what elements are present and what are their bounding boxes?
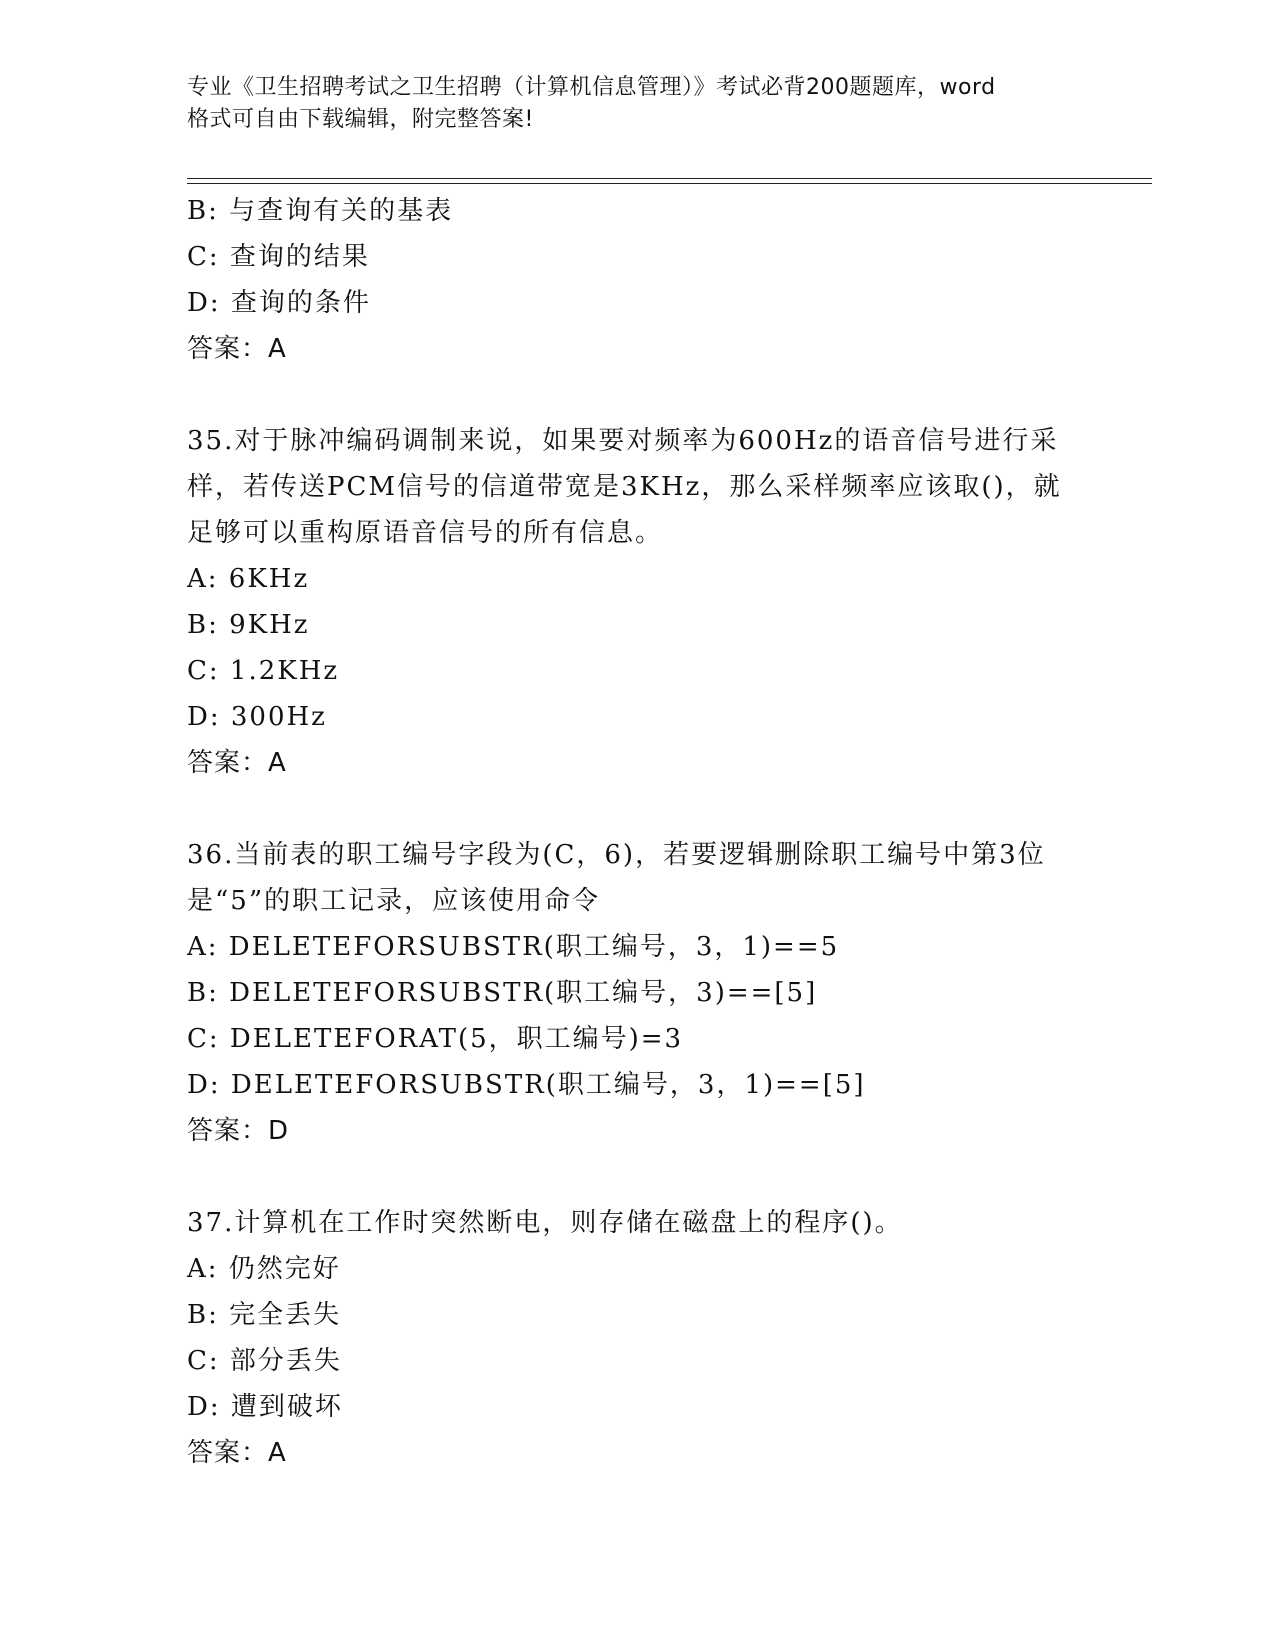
option-d: D: DELETEFORSUBSTR(职工编号，3，1)==[5] <box>187 1070 866 1100</box>
option-b: B: 完全丢失 <box>187 1300 342 1330</box>
option-b: B: DELETEFORSUBSTR(职工编号，3)==[5] <box>187 978 818 1008</box>
question-block-prev <box>187 188 1087 372</box>
answer-label: 答案：A <box>187 334 287 364</box>
spacer <box>187 786 1087 832</box>
answer-label: 答案：D <box>187 1116 290 1146</box>
header-divider-top <box>187 178 1152 179</box>
option-b: B: 9KHz <box>187 610 310 640</box>
question-stem-line: 是“5”的职工记录，应该使用命令 <box>187 886 601 916</box>
header-line-2: 格式可自由下载编辑，附完整答案! <box>187 107 534 132</box>
answer-label: 答案：A <box>187 748 287 778</box>
option-a: A: 6KHz <box>187 564 310 594</box>
document-header <box>187 72 1087 136</box>
option-c: C: 部分丢失 <box>187 1346 342 1376</box>
question-stem-line: 35.对于脉冲编码调制来说，如果要对频率为600Hz的语音信号进行采 <box>187 426 1059 456</box>
question-stem-line: 36.当前表的职工编号字段为(C，6)，若要逻辑删除职工编号中第3位 <box>187 840 1046 870</box>
option-a: A: DELETEFORSUBSTR(职工编号，3，1)==5 <box>187 932 840 962</box>
option-c: C: 1.2KHz <box>187 656 340 686</box>
header-line-1: 专业《卫生招聘考试之卫生招聘（计算机信息管理）》考试必背200题题库，word <box>187 75 996 100</box>
question-block-37 <box>187 1200 1087 1476</box>
option-c: C: DELETEFORAT(5，职工编号)=3 <box>187 1024 684 1054</box>
answer-label: 答案：A <box>187 1438 287 1468</box>
option-a: A: 仍然完好 <box>187 1254 341 1284</box>
spacer <box>187 372 1087 418</box>
question-block-35 <box>187 418 1087 786</box>
option-d: D: 300Hz <box>187 702 327 732</box>
spacer <box>187 1154 1087 1200</box>
question-stem-line: 足够可以重构原语音信号的所有信息。 <box>187 518 664 548</box>
question-content <box>187 188 1087 1476</box>
option-b: B: 与查询有关的基表 <box>187 196 454 226</box>
option-c: C: 查询的结果 <box>187 242 370 272</box>
option-d: D: 查询的条件 <box>187 288 371 318</box>
question-stem-line: 样，若传送PCM信号的信道带宽是3KHz，那么采样频率应该取()，就 <box>187 472 1062 502</box>
question-block-36 <box>187 832 1087 1154</box>
question-stem-line: 37.计算机在工作时突然断电，则存储在磁盘上的程序()。 <box>187 1208 903 1238</box>
option-d: D: 遭到破坏 <box>187 1392 343 1422</box>
header-divider-bottom <box>187 183 1152 184</box>
